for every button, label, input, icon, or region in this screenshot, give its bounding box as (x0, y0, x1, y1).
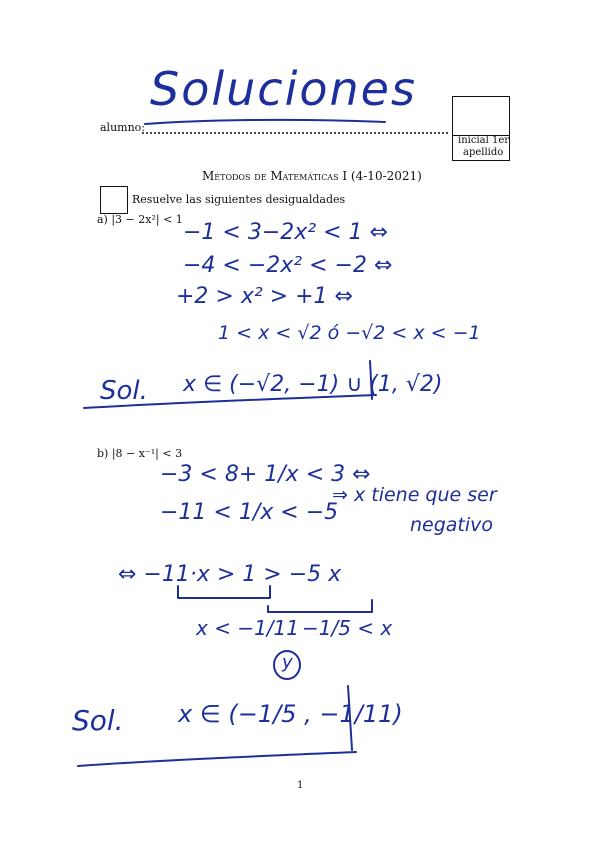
initial-label-line1: inicial 1er (458, 135, 510, 146)
part-b-label: b) |8 − x⁻¹| < 3 (97, 447, 183, 460)
initial-label-line2: apellido (463, 147, 504, 158)
part-a-step-1: −1 < 3−2x² < 1 ⇔ (183, 220, 388, 245)
part-b-and-word: y (282, 652, 293, 673)
part-a-step-4: 1 < x < √2 ó −√2 < x < −1 (218, 322, 481, 344)
part-b-branch-left: x < −1/11 (196, 616, 299, 640)
part-a-step-2: −4 < −2x² < −2 ⇔ (183, 253, 393, 278)
part-a-sol-label: Sol. (100, 376, 148, 406)
score-box (100, 186, 128, 214)
part-b-step-5: ⇔ −11·x > 1 > −5 x (118, 562, 342, 587)
and-circle (270, 648, 304, 682)
part-b-solution: x ∈ (−1/5 , −1/11) (178, 700, 403, 728)
part-a-label: a) |3 − 2x²| < 1 (97, 213, 183, 226)
title-underline (140, 116, 390, 130)
part-b-step-2: −11 < 1/x < −5 (160, 500, 339, 525)
part-a-step-3: +2 > x² > +1 ⇔ (176, 284, 353, 309)
part-b-bracket (172, 582, 382, 616)
initial-label-box (452, 134, 510, 161)
part-b-solution-box (72, 680, 362, 775)
part-b-step-1: −3 < 8+ 1/x < 3 ⇔ (160, 462, 371, 487)
page-number: 1 (297, 780, 304, 791)
course-title: Métodos de Matemáticas I (4-10-2021) (202, 169, 422, 183)
part-a-solution-box (80, 355, 390, 415)
alumno-dotted-line (142, 132, 448, 134)
part-b-step-3: ⇒ x tiene que ser (332, 484, 497, 506)
handwritten-title: Soluciones (150, 62, 417, 116)
part-b-step-4: negativo (410, 514, 494, 536)
initial-box (452, 96, 510, 136)
part-b-branch-right: −1/5 < x (302, 616, 393, 640)
alumno-label: alumno: (100, 121, 146, 134)
part-a-solution: x ∈ (−√2, −1) ∪ (1, √2) (183, 372, 443, 397)
part-b-sol-label: Sol. (72, 704, 124, 737)
instruction: Resuelve las siguientes desigualdades (132, 193, 346, 206)
